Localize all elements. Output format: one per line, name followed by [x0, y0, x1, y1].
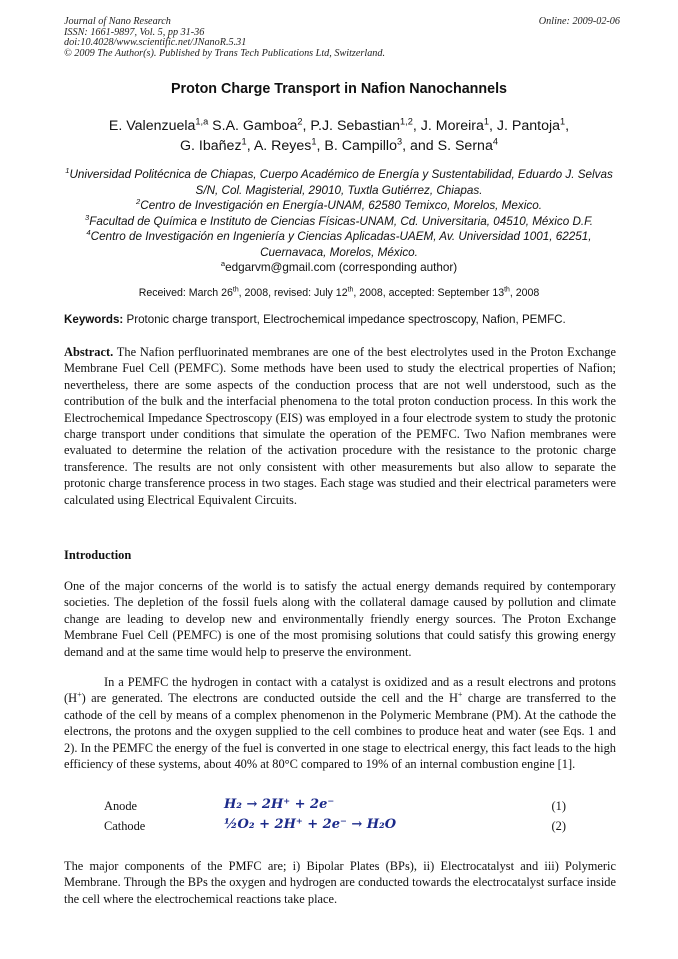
affiliation: $^2$Centro de Investigación en Energía-UNAM, 62580 Temixco, Morelos, Mexico. [136, 197, 542, 212]
affiliation: $^3$Facultad de Química e Instituto de Ciencias Físicas-UNAM, Cd. Universitaria, 04510, México D.F. [84, 212, 594, 228]
affiliations [64, 167, 614, 276]
equation-formula: H₂ → 2H⁺ + 2e⁻ [224, 797, 335, 812]
equation-label: Anode [104, 799, 138, 813]
online-date: Online: 2009-02-06 [538, 16, 620, 27]
affiliation: $^1$Universidad Politécnica de Chiapas, Cuerpo Académico de Energía y Sustentabilidad, Eduardo J. Selvas S/N, Col. Magisterial, 29010, Tuxtla Gutiérrez, Chiapas. [65, 166, 613, 197]
author: E. Valenzuela$^{1,a}$ [108, 116, 209, 134]
author: J. Pantoja$^1$, [496, 116, 570, 134]
issn: ISSN: 1661-9897, Vol. 5, pp 31-36 [64, 26, 205, 38]
intro-paragraph-2: In a PEMFC the hydrogen in contact with a catalyst is oxidized and as a result electrons and protons (H+) are generated. The electrons are conducted outside the cell and the H+ charge are transferred to the cathode of the cell by means of a complex phenomenon in the Polymeric Membrane (PM). At the cathode the electrons, the protons and the oxygen supplied to the cell combines to produce heat and water (see Eqs. 1 and 2). In the PEMFC the energy of the fuel is converted in one stage to electrical energy, this fact leads to the high efficiency of these systems, about 40% at 80°C compared to 19% of an internal combustion engine [1]. [64, 675, 616, 772]
keywords-label: Keywords: [64, 313, 124, 326]
section-heading-introduction: Introduction [64, 548, 132, 562]
journal-name: Journal of Nano Research [64, 16, 171, 27]
equation-number: (1) [551, 799, 566, 813]
running-header [64, 17, 620, 59]
corresponding-email: $^a$edgarvm@gmail.com (corresponding author) [220, 259, 458, 274]
abstract-text: The Nafion perfluorinated membranes are one of the best electrolytes used in the Proton Exchange Membrane Fuel Cell (PEMFC). Some methods have been used to study the electrical properties of Nafion; nevertheless, there are some aspects of the conduction process that are not well understood, such as the contribution of the bulk and the interfacial phenomena to the total proton conduction process. In this work the Electrochemical Impedance Spectroscopy (EIS) was employed in a four electrode system to study the protonic charge transport under conditions that simulate the operation of the PEMFC. Two Nafion membranes were evaluated to determine the relation of the activation procedure with the resistance to the protonic charge transference. The results are not only consistent with other measurements but also allow to separate the protonic charge transference process in two stages. Each stage was studied and their electrical parameters were calculated using Electrical Equivalent Circuits. [64, 345, 616, 507]
equation-formula: ½O₂ + 2H⁺ + 2e⁻ → H₂O [224, 817, 397, 832]
intro-paragraph-1: One of the major concerns of the world is to satisfy the actual energy demands required by contemporary societies. The depletion of the fossil fuels along with the collateral damage caused by pollution and climate change are leading to develop new and environmentally friendly energy sources. The Proton Exchange Membrane Fuel Cell (PEMFC) is one of the most promising solutions that could satisfy this growing energy demand and at the same time would help to preserve the environment. [64, 579, 616, 659]
author: S.A. Gamboa$^2$, [212, 116, 307, 134]
received-dates: Received: March 26th, 2008, revised: July 12th, 2008, accepted: September 13th, 2008 [138, 286, 540, 299]
copyright: © 2009 The Author(s). Published by Trans Tech Publications Ltd, Switzerland. [64, 47, 386, 59]
equation-number: (2) [551, 819, 566, 833]
abstract-label: Abstract. [64, 345, 114, 359]
keywords [64, 313, 620, 326]
paper-title: Proton Charge Transport in Nafion Nanochannels [170, 81, 507, 97]
author: J. Moreira$^1$, [420, 116, 493, 134]
equation-anode [104, 799, 566, 817]
keywords-text: Protonic charge transport, Electrochemical impedance spectroscopy, Nafion, PEMFC. [123, 313, 566, 326]
affiliation: $^4$Centro de Investigación en Ingeniería y Ciencias Aplicadas-UAEM, Av. Universidad 1001, 62251, Cuernavaca, Morelos, México. [86, 228, 592, 259]
author: P.J. Sebastian$^{1,2}$, [310, 116, 417, 134]
author-list [64, 116, 614, 156]
doi: doi:10.4028/www.scientific.net/JNanoR.5.31 [64, 37, 247, 49]
author: S. Serna$^4$ [437, 136, 498, 154]
author: G. Ibañez$^1$, [180, 136, 251, 154]
equation-label: Cathode [104, 819, 146, 833]
body-paragraph: The major components of the PMFC are; i) Bipolar Plates (BPs), ii) Electrocatalyst and iii) Polymeric Membrane. Through the BPs the oxygen and hydrogen are conducted towards the electrocatalyst surface inside the cell where the electrochemical reactions take place. [64, 859, 616, 906]
author: B. Campillo$^3$, and [324, 136, 434, 154]
abstract [64, 344, 616, 508]
equation-cathode [104, 819, 566, 837]
author: A. Reyes$^1$, [253, 136, 321, 154]
